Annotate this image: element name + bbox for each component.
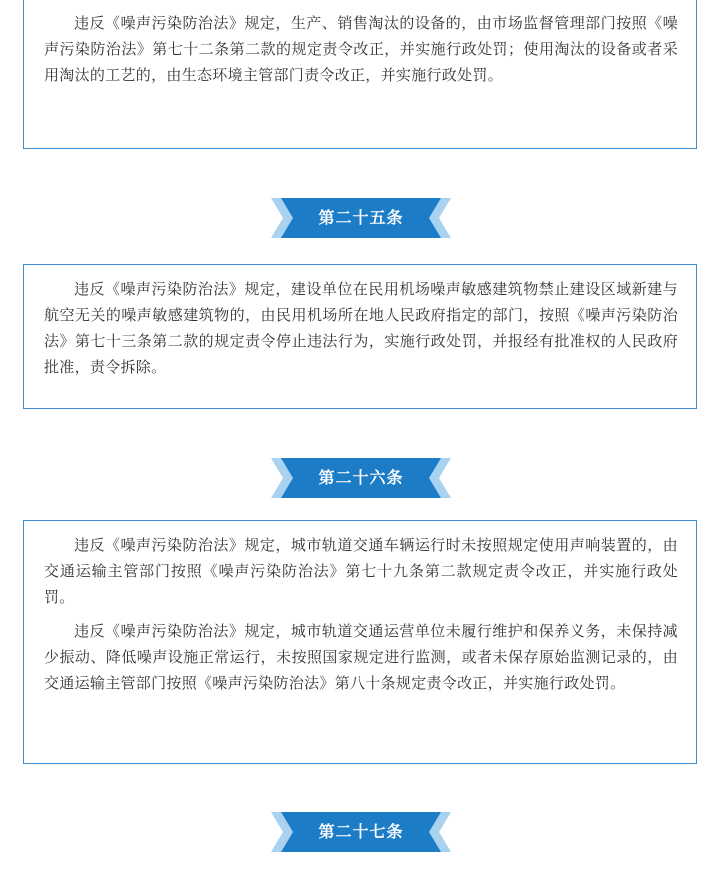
article-24-body (23, 0, 697, 149)
article-26-heading-banner (271, 458, 451, 498)
article-27-heading: 第二十七条 (318, 822, 404, 841)
article-paragraph: 违反《噪声污染防治法》规定，城市轨道交通运营单位未履行维护和保养义务，未保持减少振动、降低噪声设施正常运行，未按照国家规定进行监测，或者未保存原始监测记录的，由交通运输主管部门按照《噪声污染防治法》第八十条规定责令改正，并实施行政处罚。 (44, 622, 678, 692)
article-paragraph: 违反《噪声污染防治法》规定，建设单位在民用机场噪声敏感建筑物禁止建设区域新建与航空无关的噪声敏感建筑物的，由民用机场所在地人民政府指定的部门，按照《噪声污染防治法》第七十三条第二款的规定责令停止违法行为，实施行政处罚，并报经有批准权的人民政府批准，责令拆除。 (44, 280, 678, 376)
article-25-heading: 第二十五条 (318, 208, 404, 227)
article-26-heading: 第二十六条 (318, 468, 404, 487)
article-26-body (23, 520, 697, 764)
article-paragraph: 违反《噪声污染防治法》规定，生产、销售淘汰的设备的，由市场监督管理部门按照《噪声污染防治法》第七十二条第二款的规定责令改正，并实施行政处罚；使用淘汰的设备或者采用淘汰的工艺的，由生态环境主管部门责令改正，并实施行政处罚。 (44, 14, 678, 84)
article-25-body (23, 264, 697, 409)
article-paragraph: 违反《噪声污染防治法》规定，城市轨道交通车辆运行时未按照规定使用声响装置的，由交通运输主管部门按照《噪声污染防治法》第七十九条第二款规定责令改正，并实施行政处罚。 (44, 536, 678, 606)
article-27-heading-banner (271, 812, 451, 852)
article-25-heading-banner (271, 198, 451, 238)
